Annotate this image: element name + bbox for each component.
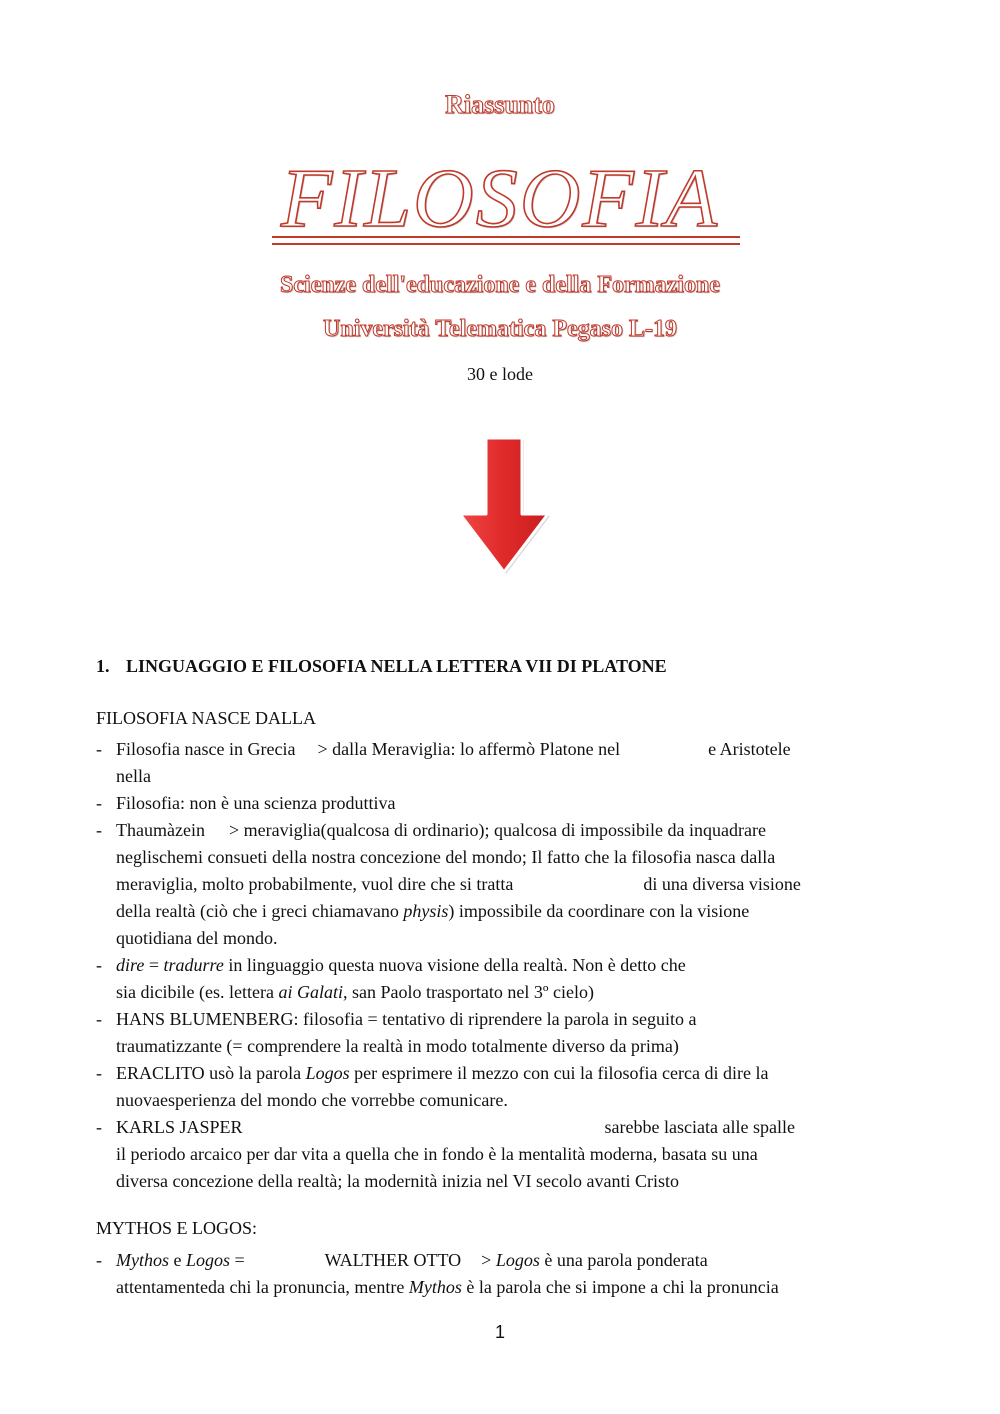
- bullet-list-filosofia: [96, 736, 900, 1195]
- list-item: - Mythos e Logos = WALTHER OTTO > Logos è una parola ponderata attentamenteda chi la pronuncia, mentre Mythos è la parola che si impone a chi la pronuncia: [96, 1247, 900, 1301]
- list-item: - Filosofia: non è una scienza produttiva: [96, 790, 900, 817]
- page-number: 1: [494, 1322, 505, 1342]
- cover-title: FILOSOFIA: [281, 152, 719, 245]
- title-underline: [272, 236, 740, 245]
- cover-label: Riassunto: [445, 90, 555, 119]
- course-name: Scienze dell'educazione e della Formazione: [280, 272, 720, 298]
- list-item: - KARLS JASPER sarebbe lasciata alle spalle il periodo arcaico per dar vita a quella che in fondo è la mentalità moderna, basata su una diversa concezione della realtà; la modernità inizia nel VI secolo avanti Cristo: [96, 1114, 900, 1195]
- list-item: - ERACLITO usò la parola Logos per esprimere il mezzo con cui la filosofia cerca di dire la nuovaesperienza del mondo che vorrebbe comunicare.: [96, 1060, 900, 1114]
- list-item: - Thaumàzein > meraviglia(qualcosa di ordinario); qualcosa di impossibile da inquadrare neglischemi consueti della nostra concezione del mondo; Il fatto che la filosofia nasca dalla meraviglia, molto probabilmente, vuol dire che si tratta di una diversa visione della realtà (ciò che i greci chiamavano physis) impossibile da coordinare con la visione quotidiana del mondo.: [96, 817, 900, 952]
- bullet-list-mythos: [96, 1247, 900, 1301]
- subsection-label-filosofia: FILOSOFIA NASCE DALLA: [96, 708, 317, 728]
- list-item: - dire = tradurre in linguaggio questa nuova visione della realtà. Non è detto che sia dicibile (es. lettera ai Galati, san Paolo trasportato nel 3º cielo): [96, 952, 900, 1006]
- list-item: - Filosofia nasce in Grecia > dalla Meraviglia: lo affermò Platone nel e Aristotele nella: [96, 736, 900, 790]
- section-heading: [96, 656, 667, 677]
- section-title: LINGUAGGIO E FILOSOFIA NELLA LETTERA VII DI PLATONE: [126, 656, 667, 676]
- grade-text: 30 e lode: [467, 364, 533, 384]
- section-number: 1.: [96, 656, 110, 676]
- university-name: Università Telematica Pegaso L-19: [323, 316, 677, 342]
- down-arrow-icon: [456, 436, 552, 576]
- list-item: - HANS BLUMENBERG: filosofia = tentativo di riprendere la parola in seguito a traumatizzante (= comprendere la realtà in modo totalmente diverso da prima): [96, 1006, 900, 1060]
- subsection-label-mythos: MYTHOS E LOGOS:: [96, 1218, 258, 1238]
